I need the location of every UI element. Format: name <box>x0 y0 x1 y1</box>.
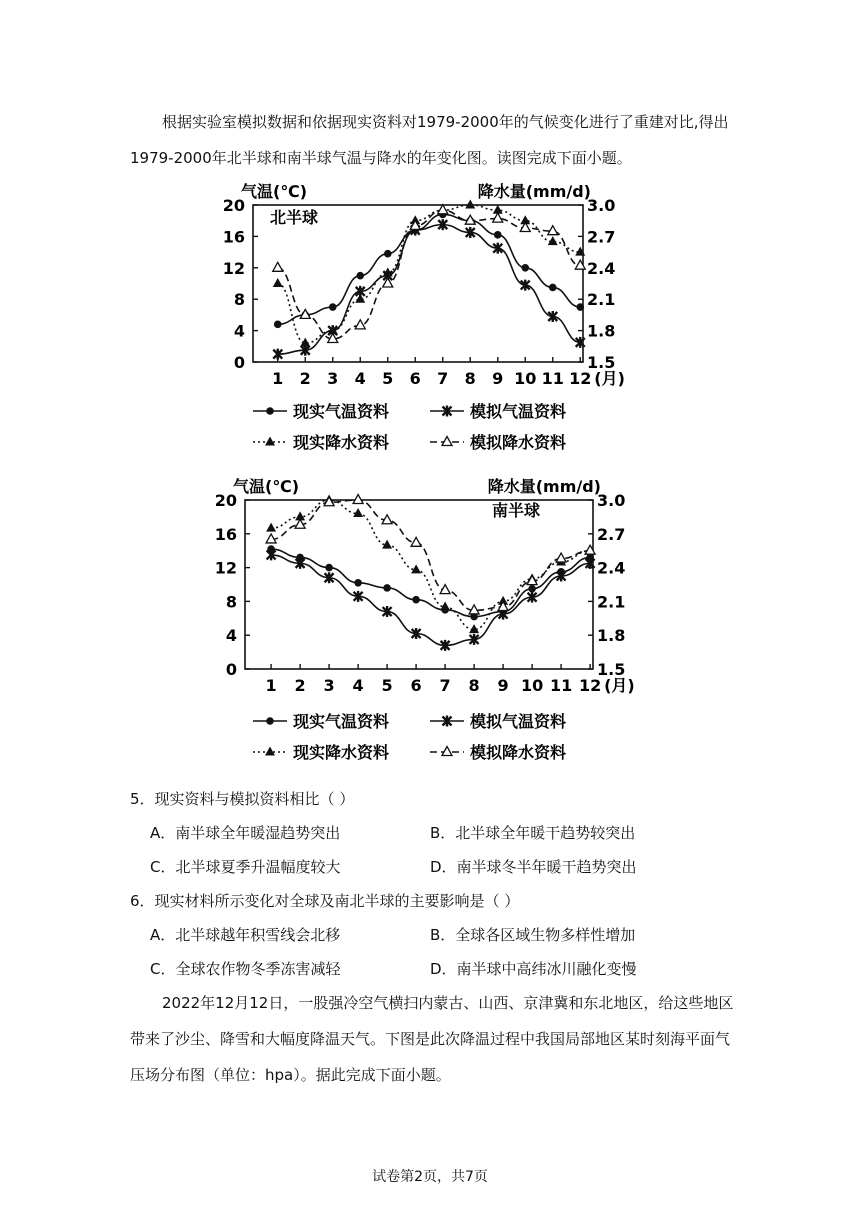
data-point <box>411 537 421 546</box>
y-left-tick-label: 0 <box>225 660 237 679</box>
x-tick-label: 8 <box>464 369 476 388</box>
data-point <box>465 200 475 209</box>
series-line <box>278 214 581 324</box>
legend-marker <box>265 437 275 446</box>
y-left-tick-label: 4 <box>225 626 237 646</box>
data-point <box>273 278 283 287</box>
legend-label: 模拟降水资料 <box>470 433 567 452</box>
y-right-tick-label: 1.8 <box>597 626 626 646</box>
question-6-option-c: C．全球农作物冬季冻害减轻 <box>150 960 341 978</box>
legend-label: 现实气温资料 <box>293 712 390 731</box>
y-right-axis-label: 降水量(mm/d) <box>477 182 591 201</box>
data-point <box>273 262 283 271</box>
data-point <box>521 264 529 272</box>
legend-marker <box>265 747 275 756</box>
hemisphere-title: 北半球 <box>270 208 319 227</box>
series-line <box>278 225 581 355</box>
y-right-tick-label: 3.0 <box>587 196 616 215</box>
data-point <box>383 584 391 592</box>
x-tick-label: 11 <box>541 369 564 388</box>
x-tick-label: 5 <box>381 676 393 695</box>
data-point <box>549 284 557 292</box>
series-line <box>271 555 590 645</box>
question-6-option-d: D．南半球中高纬冰川融化变慢 <box>430 960 637 978</box>
y-left-tick-label: 12 <box>222 258 245 278</box>
data-point <box>329 303 337 311</box>
data-point <box>556 553 566 562</box>
y-left-tick-label: 16 <box>214 524 237 544</box>
x-tick-label: 1 <box>272 369 284 388</box>
y-left-axis-label: 气温(℃) <box>233 477 300 496</box>
x-tick-label: 6 <box>409 369 421 388</box>
question-5-stem: 5．现实资料与模拟资料相比（ ） <box>130 790 355 808</box>
data-point <box>355 320 365 329</box>
y-right-tick-label: 2.4 <box>587 258 616 278</box>
legend-label: 模拟气温资料 <box>470 712 567 731</box>
legend-label: 现实气温资料 <box>293 402 390 421</box>
x-tick-label: 12 <box>578 676 602 695</box>
x-tick-label: 12 <box>569 369 592 388</box>
x-tick-label: 8 <box>468 676 480 695</box>
y-left-tick-label: 8 <box>225 592 237 612</box>
x-tick-label: 5 <box>382 369 394 388</box>
data-point <box>274 321 282 329</box>
x-tick-label: 6 <box>410 676 422 695</box>
question-5-option-a: A．南半球全年暖湿趋势突出 <box>150 824 341 842</box>
legend-marker <box>266 717 274 725</box>
x-unit-label: (月) <box>594 369 625 388</box>
data-point <box>384 250 392 258</box>
data-point <box>356 272 364 280</box>
south-hemisphere-chart <box>0 468 860 773</box>
data-point <box>438 205 448 214</box>
data-point <box>354 579 362 587</box>
y-left-tick-label: 12 <box>214 558 237 578</box>
series-line <box>278 205 581 343</box>
y-left-axis-label: 气温(℃) <box>241 182 308 201</box>
x-tick-label: 4 <box>352 676 364 695</box>
legend-label: 现实降水资料 <box>293 433 390 452</box>
data-point <box>412 596 420 604</box>
x-tick-label: 2 <box>299 369 311 388</box>
data-point <box>548 226 558 235</box>
hemisphere-title: 南半球 <box>492 501 541 520</box>
intro-paragraph: 根据实验室模拟数据和依据现实资料对1979-2000年的气候变化进行了重建对比,得出1979-2000年北半球和南半球气温与降水的年变化图。读图完成下面小题。 <box>130 113 729 167</box>
y-right-tick-label: 3.0 <box>597 491 626 510</box>
y-left-tick-label: 0 <box>233 353 245 372</box>
y-left-tick-label: 8 <box>233 290 245 310</box>
data-point <box>528 585 536 593</box>
data-point <box>325 564 333 572</box>
y-right-tick-label: 2.1 <box>587 290 616 310</box>
y-right-tick-label: 2.1 <box>597 592 626 612</box>
question-5-option-d: D．南半球冬半年暖干趋势突出 <box>430 858 637 876</box>
x-tick-label: 9 <box>492 369 504 388</box>
x-tick-label: 9 <box>497 676 509 695</box>
page-footer: 试卷第2页，共7页 <box>372 1169 488 1185</box>
y-right-axis-label: 降水量(mm/d) <box>487 477 601 496</box>
question-6-option-a: A．北半球越年积雪线会北移 <box>150 926 341 944</box>
x-tick-label: 3 <box>323 676 335 695</box>
x-tick-label: 7 <box>439 676 451 695</box>
legend-label: 模拟降水资料 <box>470 743 567 762</box>
y-right-tick-label: 1.5 <box>587 353 616 372</box>
question-5-option-c: C．北半球夏季升温幅度较大 <box>150 858 341 876</box>
series-line <box>271 500 590 610</box>
x-tick-label: 1 <box>265 676 277 695</box>
data-point <box>548 236 558 245</box>
y-right-tick-label: 1.8 <box>587 321 616 341</box>
y-right-tick-label: 2.7 <box>587 227 616 247</box>
x-tick-label: 10 <box>514 369 537 388</box>
data-point <box>494 231 502 239</box>
legend-label: 现实降水资料 <box>293 743 390 762</box>
series-line <box>278 210 581 339</box>
north-hemisphere-chart <box>0 175 860 465</box>
question-6-option-b: B．全球各区域生物多样性增加 <box>430 926 636 944</box>
question-6-stem: 6．现实材料所示变化对全球及南北半球的主要影响是（ ） <box>130 892 520 910</box>
y-right-tick-label: 2.7 <box>597 524 626 544</box>
cold-air-paragraph: 2022年12月12日，一股强冷空气横扫内蒙古、山西、京津冀和东北地区，给这些地区带来了沙尘、降雪和大幅度降温天气。下图是此次降温过程中我国局部地区某时刻海平面气压场分布图（单位：hpa）。据此完成下面小题。 <box>130 994 734 1084</box>
legend-label: 模拟气温资料 <box>470 402 567 421</box>
question-5-option-b: B．北半球全年暖干趋势较突出 <box>430 824 636 842</box>
y-right-tick-label: 1.5 <box>597 660 626 679</box>
data-point <box>353 495 363 504</box>
legend-marker <box>442 437 452 446</box>
series-line <box>271 549 590 617</box>
x-tick-label: 10 <box>520 676 544 695</box>
y-left-tick-label: 16 <box>222 227 245 247</box>
y-left-tick-label: 20 <box>222 196 245 215</box>
data-point <box>493 213 503 222</box>
x-tick-label: 2 <box>294 676 306 695</box>
y-left-tick-label: 20 <box>214 491 237 510</box>
y-left-tick-label: 4 <box>233 321 245 341</box>
data-point <box>576 303 584 311</box>
x-tick-label: 3 <box>327 369 339 388</box>
legend-marker <box>442 747 452 756</box>
x-tick-label: 7 <box>437 369 449 388</box>
x-tick-label: 4 <box>354 369 366 388</box>
y-right-tick-label: 2.4 <box>597 558 626 578</box>
legend-marker <box>266 407 274 415</box>
x-unit-label: (月) <box>604 676 635 695</box>
x-tick-label: 11 <box>549 676 573 695</box>
data-point <box>266 523 276 532</box>
